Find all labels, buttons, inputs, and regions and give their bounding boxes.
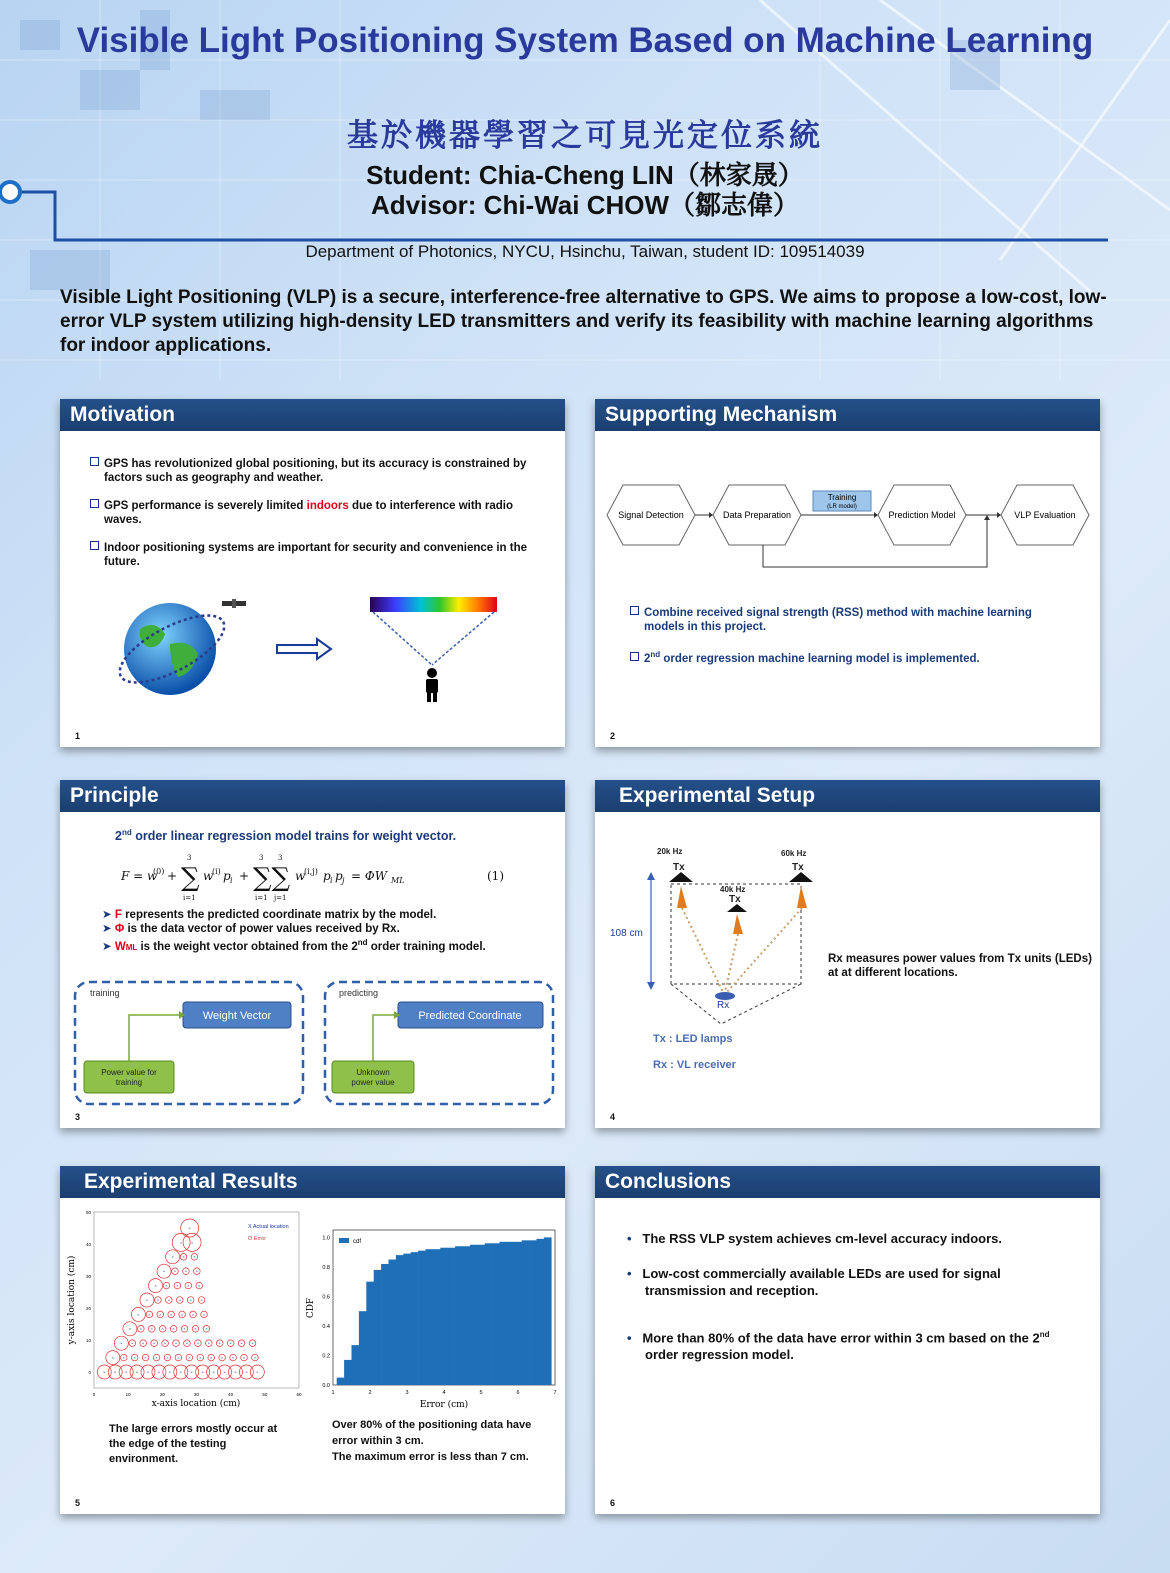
actual-point: × [188, 1355, 191, 1360]
actual-point: × [154, 1283, 157, 1288]
cdf-bar [381, 1264, 389, 1385]
advisor-name: Advisor: Chi-Wai CHOW（鄒志偉） [370, 190, 800, 220]
motivation-bullets [90, 457, 530, 583]
svg-text:= ΦW: = ΦW [351, 869, 388, 883]
cdf-ytick: 0.6 [322, 1294, 330, 1301]
svg-text:3: 3 [187, 854, 192, 862]
actual-point: × [194, 1326, 197, 1332]
svg-text:Training: Training [827, 493, 857, 502]
actual-point: × [188, 1225, 191, 1231]
principle-heading: Principle [60, 780, 565, 812]
cdf-bar [344, 1360, 352, 1385]
svg-text:Tx: Tx [729, 894, 741, 905]
svg-text:(0): (0) [153, 867, 165, 876]
cdf-bar [352, 1345, 360, 1385]
pipeline-diagram [595, 479, 1100, 574]
actual-point: × [172, 1326, 175, 1332]
principle-definitions [102, 908, 532, 955]
cdf-bar [492, 1243, 500, 1385]
cdf-ytick: 0.4 [322, 1323, 330, 1330]
actual-point: × [179, 1369, 182, 1375]
cdf-bar [544, 1237, 552, 1385]
arrow-right-icon [275, 637, 335, 661]
cdf-bar [500, 1242, 508, 1385]
actual-point: × [200, 1297, 203, 1303]
cdf-ylabel: CDF [306, 1297, 316, 1319]
actual-point: × [157, 1369, 161, 1375]
actual-point: × [256, 1369, 259, 1375]
svg-text:power value: power value [351, 1078, 395, 1087]
setup-description: Rx measures power values from Tx units (LEDs) at at different locations. [828, 953, 1092, 979]
cdf-xtick: 6 [516, 1390, 520, 1396]
legend-actual: X Actual location [248, 1224, 289, 1230]
power-train-box [84, 1061, 174, 1093]
actual-point: × [189, 1297, 192, 1303]
svg-text:F = w: F = w [121, 869, 158, 883]
setup-panel [595, 780, 1100, 1128]
actual-point: × [156, 1297, 160, 1303]
actual-point: × [103, 1369, 106, 1375]
scatter-frame [94, 1212, 299, 1388]
cdf-bar [514, 1242, 522, 1385]
list-item: ➤ WML is the weight vector obtained from the 2nd order training model. [102, 938, 486, 953]
list-item: Indoor positioning systems are important for security and convenience in the future. [90, 541, 530, 569]
mechanism-bullets [630, 606, 1060, 680]
actual-point: × [144, 1355, 147, 1360]
scatter-ylabel: y-axis location (cm) [67, 1255, 77, 1345]
cdf-bar [396, 1255, 404, 1385]
svg-text:Rx: Rx [717, 1000, 730, 1011]
actual-point: × [190, 1369, 193, 1375]
actual-point: × [120, 1340, 123, 1346]
svg-text:(1): (1) [487, 869, 504, 883]
slide-number: 1 [75, 731, 81, 741]
department-line: Department of Photonics, NYCU, Hsinchu, Taiwan, student ID: 109514039 [305, 242, 865, 261]
scatter-xtick: 10 [125, 1392, 131, 1397]
actual-point: × [146, 1369, 150, 1375]
cdf-bar [448, 1248, 456, 1385]
actual-point: × [195, 1268, 199, 1274]
scatter-xtick: 30 [193, 1392, 200, 1397]
actual-point: × [187, 1283, 190, 1288]
legend-error: O Error [248, 1236, 267, 1242]
actual-point: × [184, 1268, 188, 1274]
cdf-ytick: 0.0 [322, 1383, 330, 1389]
actual-point: × [207, 1340, 210, 1346]
actual-point: × [162, 1268, 166, 1274]
svg-text:∑: ∑ [181, 863, 200, 893]
actual-point: × [155, 1355, 158, 1360]
slide-number: 3 [75, 1112, 81, 1122]
actual-point: × [190, 1239, 194, 1245]
cdf-bar [433, 1249, 441, 1385]
satellite-icon [222, 599, 246, 608]
actual-point: × [161, 1326, 164, 1332]
cdf-ytick: 0.2 [322, 1353, 330, 1360]
cdf-bar [455, 1246, 463, 1385]
scatter-ytick: 20 [85, 1306, 91, 1311]
svg-text:60k Hz: 60k Hz [781, 849, 807, 858]
cdf-xtick: 5 [479, 1390, 483, 1396]
scatter-xtick: 60 [296, 1392, 302, 1397]
actual-point: × [159, 1311, 162, 1317]
svg-text:(LR model): (LR model) [827, 504, 857, 510]
actual-point: × [234, 1369, 237, 1375]
cdf-bar [507, 1242, 515, 1385]
actual-point: × [199, 1355, 202, 1360]
svg-text:training: training [115, 1078, 143, 1087]
svg-text:i=1: i=1 [183, 894, 196, 902]
actual-point: × [179, 1239, 183, 1245]
actual-point: × [122, 1355, 125, 1360]
actual-point: × [240, 1340, 243, 1346]
actual-point: × [245, 1369, 248, 1375]
svg-text:3: 3 [259, 854, 264, 862]
actual-point: × [191, 1311, 195, 1317]
mechanism-panel [595, 399, 1100, 747]
cdf-bar [477, 1245, 485, 1385]
scatter-ytick: 50 [85, 1210, 91, 1215]
training-predicting-diagram [70, 978, 560, 1108]
svg-text:Weight Vector: Weight Vector [202, 1010, 272, 1022]
actual-point: × [148, 1311, 151, 1317]
actual-point: × [131, 1340, 134, 1346]
actual-point: × [205, 1326, 208, 1332]
svg-text:predicting: predicting [339, 988, 379, 998]
svg-text:+: + [239, 869, 250, 883]
scatter-ytick: 0 [88, 1370, 91, 1375]
actual-point: × [196, 1340, 200, 1346]
actual-point: × [135, 1369, 139, 1375]
svg-text:training: training [90, 988, 120, 998]
cdf-xtick: 4 [442, 1390, 446, 1396]
list-item: GPS performance is severely limited indoors due to interference with radio waves. [90, 499, 530, 527]
cdf-bar [426, 1249, 434, 1385]
cdf-bar [374, 1270, 382, 1385]
actual-point: × [183, 1326, 186, 1332]
actual-point: × [229, 1340, 232, 1346]
actual-point: × [178, 1297, 181, 1303]
actual-point: × [145, 1297, 149, 1303]
results-caption-right: Over 80% of the positioning data have error within 3 cm. The maximum error is less than 7 cm. [332, 1419, 532, 1463]
scatter-xtick: 50 [262, 1392, 268, 1397]
actual-point: × [176, 1283, 179, 1288]
actual-point: × [201, 1369, 204, 1375]
actual-point: × [182, 1254, 185, 1260]
actual-point: × [150, 1326, 153, 1332]
actual-point: × [220, 1355, 224, 1360]
cdf-bar [359, 1311, 367, 1385]
results-panel [60, 1166, 565, 1514]
svg-text:j=1: j=1 [274, 894, 287, 902]
svg-text:j: j [342, 876, 345, 885]
actual-point: × [185, 1340, 189, 1346]
list-item: Combine received signal strength (RSS) method with machine learning models in this project. [630, 606, 1060, 634]
svg-text:3: 3 [278, 854, 283, 862]
list-item: • Low-cost commercially available LEDs are used for signal transmission and reception. [627, 1266, 1001, 1298]
actual-point: × [137, 1311, 140, 1317]
actual-point: × [180, 1311, 184, 1317]
svg-text:Data Preparation: Data Preparation [722, 510, 792, 520]
actual-point: × [198, 1283, 201, 1288]
poster-title: Visible Light Positioning System Based on Machine Learning [76, 21, 1094, 60]
actual-point: × [177, 1355, 180, 1360]
actual-point: × [174, 1340, 178, 1346]
cdf-bar [440, 1248, 448, 1385]
svg-text:p: p [323, 869, 331, 883]
actual-point: × [212, 1369, 215, 1375]
actual-point: × [165, 1283, 168, 1288]
svg-text:p: p [335, 869, 343, 883]
author-block [60, 160, 1110, 220]
svg-text:108 cm: 108 cm [610, 928, 643, 939]
principle-lead: 2nd order linear regression model trains for weight vector. [115, 828, 457, 844]
cdf-ytick: 1.0 [322, 1235, 330, 1242]
actual-point: × [218, 1340, 221, 1346]
slide-number: 2 [610, 731, 616, 741]
cdf-ytick: 0.8 [322, 1264, 330, 1271]
receiver-icon [715, 992, 735, 1000]
svg-text:Predicted Coordinate: Predicted Coordinate [418, 1010, 522, 1022]
actual-point: × [251, 1340, 254, 1346]
list-item: ➤ Φ is the data vector of power values received by Rx. [102, 923, 400, 935]
svg-text:i: i [330, 876, 333, 885]
svg-text:Tx: Tx [673, 862, 685, 873]
setup-diagram [605, 842, 820, 1082]
cdf-bar [470, 1245, 478, 1385]
svg-text:40k Hz: 40k Hz [720, 885, 746, 894]
list-item: • More than 80% of the data have error within 3 cm based on the 2nd order regression model. [627, 1330, 1050, 1363]
scatter-ytick: 30 [85, 1274, 91, 1279]
mechanism-heading: Supporting Mechanism [595, 399, 1100, 431]
svg-text:+: + [167, 869, 178, 883]
results-caption-left: The large errors mostly occur at the edge of the testing environment. [109, 1423, 278, 1465]
slide-number: 6 [610, 1498, 616, 1508]
actual-point: × [139, 1326, 142, 1332]
actual-point: × [202, 1311, 206, 1317]
scatter-xlabel: x-axis location (cm) [151, 1399, 241, 1409]
list-item: 2nd order regression machine learning model is implemented. [630, 648, 1060, 666]
actual-point: × [210, 1355, 213, 1360]
poster-title-chinese: 基於機器學習之可見光定位系統 [347, 118, 823, 154]
cdf-xtick: 1 [331, 1390, 335, 1396]
actual-point: × [142, 1340, 145, 1346]
svg-text:i=1: i=1 [255, 894, 268, 902]
actual-point: × [128, 1326, 132, 1332]
svg-text:i: i [230, 876, 233, 885]
intro-paragraph: Visible Light Positioning (VLP) is a secure, interference-free alternative to GPS. We aims to propose a low-cost, low-error VLP system utilizing high-density LED transmitters and verify its feasibility with machine learning algorithms for indoor applications. [60, 287, 1107, 356]
slide-number: 5 [75, 1498, 81, 1508]
svg-text:Tx: Tx [792, 862, 804, 873]
actual-point: × [231, 1355, 235, 1360]
svg-text:(i,j): (i,j) [304, 867, 318, 876]
actual-point: × [114, 1369, 117, 1375]
list-item: GPS has revolutionized global positioning, but its accuracy is constrained by factors such as geography and weather. [90, 457, 530, 485]
svg-text:ML: ML [391, 876, 405, 885]
cdf-bar [418, 1251, 426, 1385]
conclusions-panel [595, 1166, 1100, 1514]
actual-point: × [111, 1355, 114, 1360]
actual-point: × [173, 1268, 177, 1274]
cdf-legend: cdf [353, 1239, 362, 1245]
scatter-xtick: 20 [159, 1392, 165, 1397]
svg-text:Unknown: Unknown [356, 1068, 390, 1077]
scatter-xtick: 40 [228, 1392, 234, 1397]
conclusions-heading: Conclusions [595, 1166, 1100, 1198]
scatter-ytick: 10 [85, 1338, 91, 1343]
scatter-ytick: 40 [85, 1242, 91, 1247]
actual-point: × [170, 1311, 173, 1317]
indoor-light-person-illustration [365, 595, 500, 705]
actual-point: × [163, 1340, 167, 1346]
actual-point: × [167, 1297, 170, 1303]
svg-text:∑∑: ∑∑ [253, 863, 291, 893]
actual-point: × [133, 1355, 136, 1360]
svg-text:p: p [223, 869, 231, 883]
cdf-bar [389, 1260, 397, 1385]
actual-point: × [253, 1355, 257, 1360]
actual-point: × [166, 1355, 169, 1360]
motivation-panel [60, 399, 565, 747]
regression-equation [115, 850, 515, 902]
actual-point: × [171, 1254, 174, 1260]
setup-heading: Experimental Setup [595, 780, 1100, 812]
cdf-bar [411, 1252, 419, 1385]
list-item: • The RSS VLP system achieves cm-level accuracy indoors. [627, 1231, 1002, 1246]
svg-text:w: w [203, 869, 214, 883]
svg-text:20k Hz: 20k Hz [657, 847, 683, 856]
actual-point: × [193, 1254, 196, 1260]
principle-panel [60, 780, 565, 1128]
svg-text:(i): (i) [212, 867, 221, 876]
motivation-heading: Motivation [60, 399, 565, 431]
cdf-bar [485, 1243, 493, 1385]
cdf-bar [463, 1246, 471, 1385]
actual-point: × [242, 1355, 246, 1360]
actual-point: × [168, 1369, 172, 1375]
cdf-bar [537, 1239, 545, 1385]
cdf-bar [522, 1240, 530, 1385]
conclusions-list [627, 1230, 1067, 1363]
scatter-xtick: 0 [92, 1392, 96, 1397]
cdf-bar [403, 1254, 411, 1385]
svg-text:Prediction Model: Prediction Model [888, 510, 956, 520]
cdf-bar [366, 1282, 374, 1385]
unknown-power-box [332, 1061, 414, 1093]
cdf-bar-chart [305, 1226, 560, 1416]
error-scatter-plot [64, 1206, 304, 1416]
cdf-legend-swatch [339, 1238, 349, 1243]
cdf-bar [529, 1240, 537, 1385]
cdf-xlabel: Error (cm) [419, 1400, 469, 1410]
cdf-xtick: 3 [405, 1390, 409, 1396]
svg-text:VLP Evaluation: VLP Evaluation [1014, 510, 1076, 520]
svg-text:Tx : LED lamps: Tx : LED lamps [653, 1033, 733, 1045]
cdf-xtick: 7 [553, 1390, 557, 1396]
student-name: Student: Chia-Cheng LIN（林家晟） [366, 160, 804, 190]
list-item: ➤ F represents the predicted coordinate matrix by the model. [102, 909, 437, 921]
cdf-xtick: 2 [368, 1390, 372, 1396]
svg-text:Rx : VL receiver: Rx : VL receiver [653, 1059, 736, 1071]
svg-text:Signal Detection: Signal Detection [618, 510, 684, 520]
results-heading: Experimental Results [60, 1166, 565, 1198]
actual-point: × [223, 1369, 226, 1375]
actual-point: × [124, 1369, 128, 1375]
globe-satellite-illustration [110, 589, 250, 699]
svg-text:Power value for: Power value for [101, 1068, 157, 1077]
actual-point: × [152, 1340, 156, 1346]
cdf-bar [337, 1378, 345, 1385]
slide-number: 4 [610, 1112, 616, 1122]
svg-text:w: w [295, 869, 306, 883]
